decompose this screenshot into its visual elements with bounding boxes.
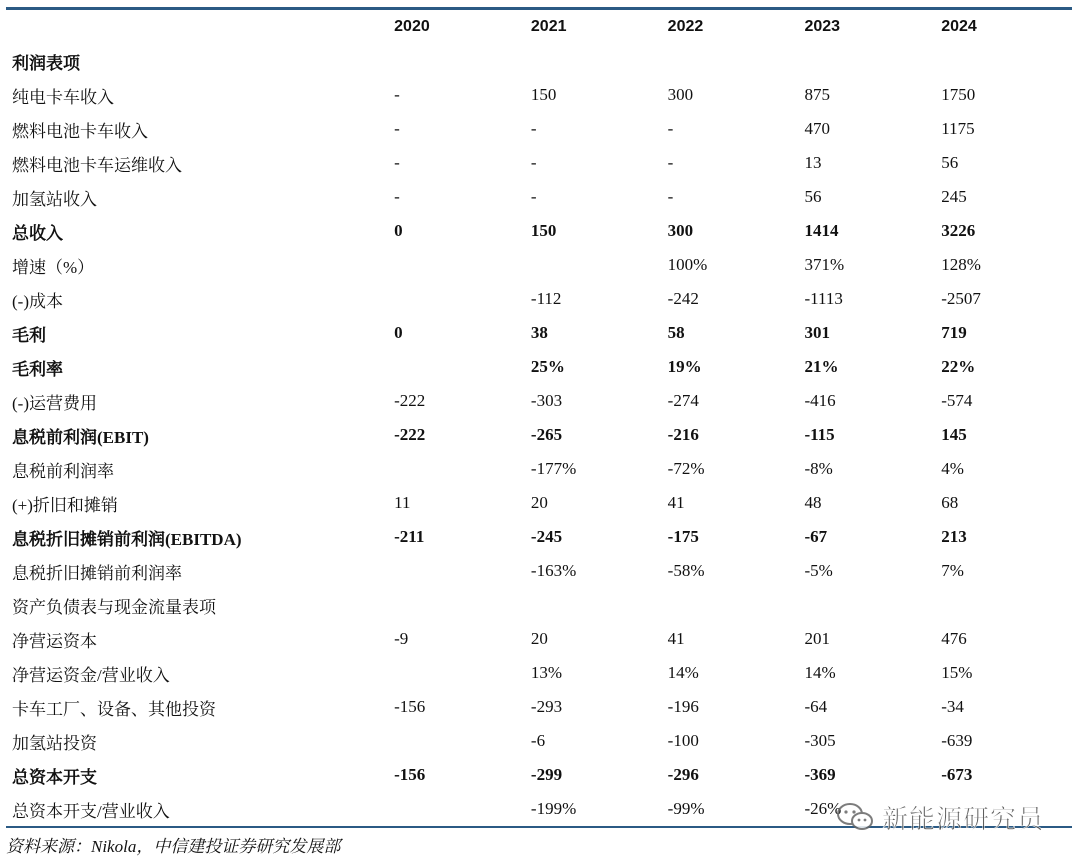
- cell-2020: -9: [394, 629, 409, 648]
- cell-2021: -293: [530, 697, 563, 716]
- table-row: [6, 214, 1072, 248]
- cell-2024: -34: [941, 697, 964, 716]
- cell-2020: 0: [394, 221, 403, 240]
- cell-2022: [662, 588, 799, 622]
- cell-2020: -: [394, 187, 400, 206]
- row-label: 纯电卡车收入: [12, 87, 114, 107]
- row-label: 总收入: [12, 223, 63, 243]
- cell-2021: 13%: [530, 663, 563, 682]
- cell-2021: -177%: [530, 459, 577, 478]
- cell-2023: -26%: [804, 799, 842, 818]
- table-row: [6, 316, 1072, 350]
- row-label: 息税前利润(EBIT): [12, 427, 149, 447]
- cell-2022: -99%: [667, 799, 705, 818]
- cell-2020: -222: [394, 425, 426, 444]
- cell-2021: 150: [530, 221, 557, 240]
- cell-2020: [388, 656, 525, 690]
- cell-2020: -: [394, 119, 400, 138]
- cell-2021: -163%: [530, 561, 577, 580]
- cell-2023: 875: [804, 85, 830, 104]
- cell-2024: 719: [941, 323, 967, 342]
- cell-2021: -: [530, 119, 537, 138]
- header-row: [6, 10, 1072, 44]
- table-row: [6, 452, 1072, 486]
- table-row: [6, 690, 1072, 724]
- cell-2022: -: [667, 119, 674, 138]
- cell-2023: -305: [804, 731, 836, 750]
- watermark-text: 新能源研究员: [882, 804, 1045, 835]
- row-label: 燃料电池卡车收入: [12, 121, 148, 141]
- row-label: 毛利率: [12, 359, 63, 379]
- row-label: 总资本开支/营业收入: [12, 801, 170, 821]
- cell-2021: -299: [530, 765, 563, 784]
- header-label: [6, 10, 388, 44]
- cell-2023: -1113: [804, 289, 843, 308]
- cell-2023: -369: [804, 765, 836, 784]
- cell-2023: 48: [804, 493, 822, 512]
- table-row: [6, 588, 1072, 622]
- table-row: [6, 44, 1072, 78]
- table-row: [6, 724, 1072, 758]
- table-row: [6, 350, 1072, 384]
- cell-2024: 245: [941, 187, 967, 206]
- row-label: 总资本开支: [12, 767, 97, 787]
- row-label: 加氢站投资: [12, 733, 97, 753]
- cell-2021: 20: [530, 629, 548, 648]
- row-label: 净营运资金/营业收入: [12, 665, 170, 685]
- cell-2023: 301: [804, 323, 830, 342]
- cell-2024: 1175: [941, 119, 975, 138]
- cell-2023: -64: [804, 697, 828, 716]
- cell-2022: -: [667, 187, 674, 206]
- cell-2022: 41: [667, 493, 685, 512]
- table-row: [6, 78, 1072, 112]
- row-label: (+)折旧和摊销: [12, 495, 118, 515]
- cell-2021: -303: [530, 391, 563, 410]
- cell-2023: -8%: [804, 459, 833, 478]
- table-row: [6, 622, 1072, 656]
- row-label: (-)运营费用: [12, 393, 97, 413]
- table-row: [6, 180, 1072, 214]
- cell-2020: -156: [394, 697, 426, 716]
- cell-2023: 14%: [804, 663, 836, 682]
- table-body: [6, 44, 1072, 826]
- wechat-icon: [836, 802, 874, 832]
- cell-2022: 300: [667, 85, 694, 104]
- year-2024: 2024: [941, 18, 977, 35]
- cell-2021: [525, 44, 662, 78]
- table-row: [6, 656, 1072, 690]
- cell-2021: [525, 248, 662, 282]
- cell-2020: 11: [394, 493, 411, 512]
- cell-2022: -: [667, 153, 674, 172]
- cell-2022: -216: [667, 425, 699, 444]
- table-row: [6, 112, 1072, 146]
- cell-2020: -211: [394, 527, 425, 546]
- cell-2022: -100: [667, 731, 699, 750]
- cell-2022: -72%: [667, 459, 705, 478]
- cell-2020: -222: [394, 391, 426, 410]
- year-2021: 2021: [530, 18, 567, 35]
- table-row: [6, 758, 1072, 792]
- cell-2023: 13: [804, 153, 822, 172]
- cell-2020: [388, 792, 525, 826]
- cell-2024: 476: [941, 629, 967, 648]
- table-row: [6, 248, 1072, 282]
- cell-2023: [798, 588, 935, 622]
- cell-2024: [935, 44, 1072, 78]
- row-label: 息税折旧摊销前利润(EBITDA): [12, 529, 242, 549]
- cell-2020: -156: [394, 765, 426, 784]
- cell-2023: -115: [804, 425, 835, 444]
- cell-2021: -: [530, 187, 537, 206]
- table-row: [6, 554, 1072, 588]
- row-label: 息税前利润率: [12, 461, 114, 481]
- cell-2020: -: [394, 153, 400, 172]
- cell-2024: -639: [941, 731, 973, 750]
- year-2022: 2022: [667, 18, 704, 35]
- cell-2022: -242: [667, 289, 699, 308]
- cell-2024: -2507: [941, 289, 981, 308]
- row-label: 增速（%）: [12, 257, 95, 277]
- row-label: 燃料电池卡车运维收入: [12, 155, 182, 175]
- cell-2020: [388, 588, 525, 622]
- cell-2022: -274: [667, 391, 699, 410]
- watermark: [836, 797, 1044, 837]
- cell-2021: -265: [530, 425, 563, 444]
- row-label: 息税折旧摊销前利润率: [12, 563, 182, 583]
- cell-2021: -: [530, 153, 537, 172]
- cell-2024: 15%: [941, 663, 973, 682]
- cell-2024: 145: [941, 425, 967, 444]
- financial-table: [6, 10, 1072, 826]
- cell-2022: 58: [667, 323, 685, 342]
- year-2020: 2020: [394, 18, 430, 35]
- cell-2024: 7%: [941, 561, 964, 580]
- cell-2024: 1750: [941, 85, 976, 104]
- cell-2023: 371%: [804, 255, 845, 274]
- row-label: 毛利: [12, 325, 46, 345]
- cell-2020: [388, 452, 525, 486]
- cell-2022: -58%: [667, 561, 705, 580]
- table-row: [6, 384, 1072, 418]
- cell-2022: -296: [667, 765, 699, 784]
- cell-2021: -112: [530, 289, 562, 308]
- cell-2021: -6: [530, 731, 546, 750]
- source-note: 资料来源：Nikola，中信建投证券研究发展部: [6, 837, 341, 856]
- cell-2021: 150: [530, 85, 557, 104]
- cell-2023: 21%: [804, 357, 839, 376]
- cell-2024: [935, 588, 1072, 622]
- cell-2021: -199%: [530, 799, 577, 818]
- cell-2024: 128%: [941, 255, 981, 274]
- row-label: 利润表项: [12, 53, 80, 73]
- cell-2023: 201: [804, 629, 830, 648]
- cell-2024: 56: [941, 153, 959, 172]
- cell-2024: 22%: [941, 357, 976, 376]
- cell-2020: -: [394, 85, 400, 104]
- table-row: [6, 520, 1072, 554]
- cell-2022: 300: [667, 221, 694, 240]
- cell-2023: -416: [804, 391, 836, 410]
- cell-2020: [388, 248, 525, 282]
- table-row: [6, 486, 1072, 520]
- cell-2023: 470: [804, 119, 830, 138]
- cell-2020: [388, 282, 525, 316]
- table-row: [6, 282, 1072, 316]
- year-2023: 2023: [804, 18, 841, 35]
- cell-2022: [662, 44, 799, 78]
- cell-2024: 68: [941, 493, 959, 512]
- row-label: 加氢站收入: [12, 189, 97, 209]
- cell-2021: -245: [530, 527, 563, 546]
- cell-2021: 25%: [530, 357, 565, 376]
- row-label: (-)成本: [12, 291, 63, 311]
- cell-2024: 213: [941, 527, 967, 546]
- cell-2021: 38: [530, 323, 548, 342]
- cell-2022: 14%: [667, 663, 699, 682]
- cell-2020: [388, 554, 525, 588]
- cell-2023: 1414: [804, 221, 839, 240]
- cell-2022: 41: [667, 629, 685, 648]
- cell-2024: -673: [941, 765, 973, 784]
- cell-2022: 100%: [667, 255, 708, 274]
- table-row: [6, 146, 1072, 180]
- table-row: [6, 418, 1072, 452]
- cell-2023: 56: [804, 187, 822, 206]
- cell-2022: -175: [667, 527, 699, 546]
- cell-2024: 3226: [941, 221, 976, 240]
- cell-2020: [388, 44, 525, 78]
- cell-2020: 0: [394, 323, 403, 342]
- cell-2022: -196: [667, 697, 699, 716]
- row-label: 资产负债表与现金流量表项: [12, 597, 216, 617]
- cell-2020: [388, 724, 525, 758]
- cell-2021: 20: [530, 493, 548, 512]
- cell-2020: [388, 350, 525, 384]
- cell-2023: -5%: [804, 561, 833, 580]
- row-label: 卡车工厂、设备、其他投资: [12, 699, 216, 719]
- row-label: 净营运资本: [12, 631, 97, 651]
- cell-2023: -67: [804, 527, 828, 546]
- cell-2024: 4%: [941, 459, 964, 478]
- cell-2024: -574: [941, 391, 973, 410]
- cell-2022: 19%: [667, 357, 702, 376]
- cell-2021: [525, 588, 662, 622]
- cell-2023: [798, 44, 935, 78]
